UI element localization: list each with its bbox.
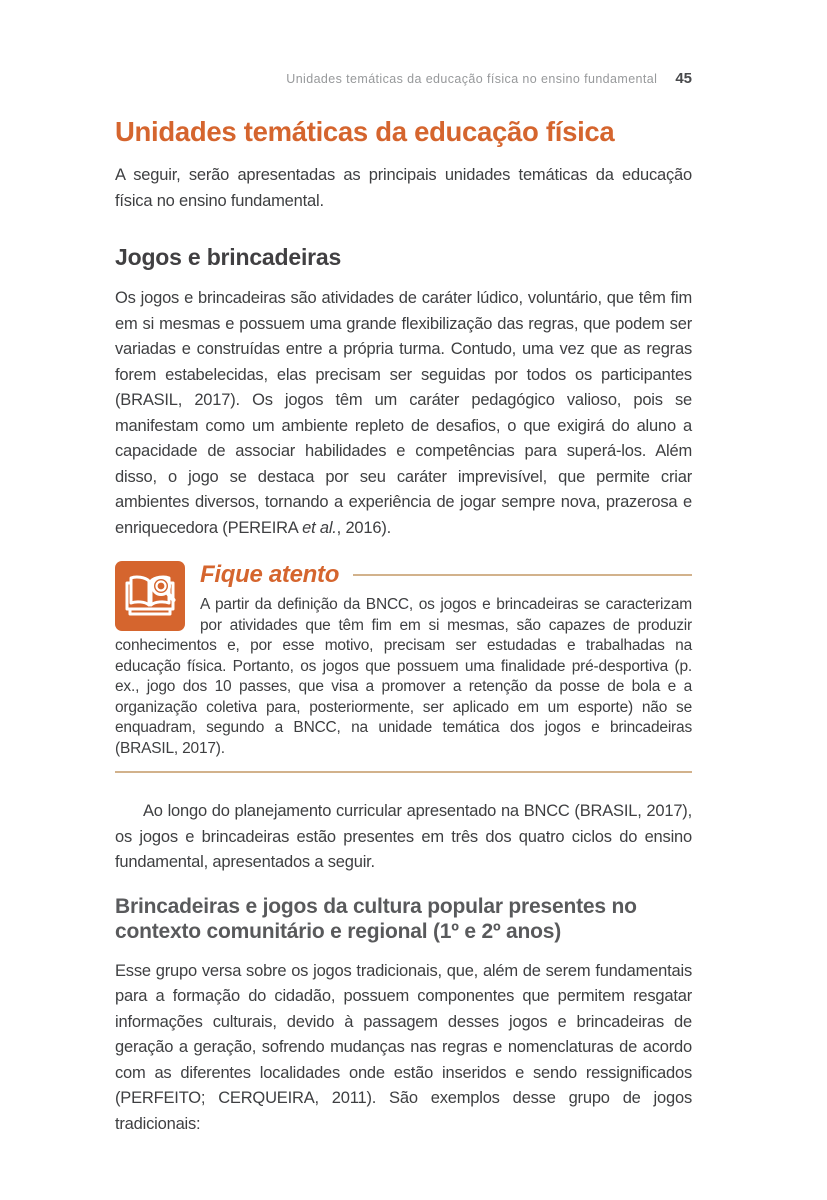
running-head-text: Unidades temáticas da educação física no ensino fundamental xyxy=(286,72,658,86)
callout-body: A partir da definição da BNCC, os jogos e brincadeiras se caracterizam por atividades que têm fim em si mesmas, são capazes de produzir conhecimentos e, por esse motivo, precisam ser estudadas e trabalhadas na educação física. Portanto, os jogos que possuem uma finalidade pré-desportiva (p. ex., jogo dos 10 passes, que visa a promover a retenção da posse de bola e a organização coletiva para, posteriormente, ser aplicado em um esporte) não se enquadram, segundo a BNCC, na unidade temática dos jogos e brincadeiras (BRASIL, 2017). xyxy=(115,596,692,757)
jogos-paragraph xyxy=(115,286,692,541)
page-number: 45 xyxy=(675,70,692,87)
chapter-title: Unidades temáticas da educação física xyxy=(115,116,615,147)
callout-title: Fique atento xyxy=(200,561,340,588)
book-magnifier-icon xyxy=(115,561,185,631)
jogos-paragraph-2: Ao longo do planejamento curricular apresentado na BNCC (BRASIL, 2017), os jogos e brincadeiras estão presentes em três dos quatro ciclos do ensino fundamental, apresentados a seguir. xyxy=(115,802,692,871)
fique-atento-callout xyxy=(115,559,692,773)
jogos-paragraph-text: Os jogos e brincadeiras são atividades de caráter lúdico, voluntário, que têm fim em si mesmas e possuem uma grande flexibilização das regras, que podem ser variadas e construídas entre a própria turma. Contudo, uma vez que as regras forem estabelecidas, elas precisam ser seguidas por todos os participantes (BRASIL, 2017). Os jogos têm um caráter pedagógico valioso, pois se manifestam como um ambiente repleto de desafios, o que exigirá do aluno a capacidade de associar habilidades e competências para superá-los. Além disso, o jogo se destaca por seu caráter imprevisível, que permite criar ambientes diversos, tornando a experiência de jogar sempre nova, prazerosa e enriquecedora (PEREIRA xyxy=(115,289,692,537)
subsection-heading-brincadeiras xyxy=(115,894,692,944)
callout-title-row xyxy=(200,559,692,591)
callout-title-rule xyxy=(353,574,692,576)
callout-bottom-rule xyxy=(115,771,692,773)
brincadeiras-paragraph: Esse grupo versa sobre os jogos tradicionais, que, além de serem fundamentais para a formação do cidadão, possuem componentes que permitem resgatar informações culturais, devido à passagem desses jogos e brincadeiras de geração a geração, sofrendo mudanças nas regras e nomenclaturas de acordo com as diferentes localidades onde estão inseridos e sendo ressignificados (PERFEITO; CERQUEIRA, 2011). São exemplos desse grupo de jogos tradicionais: xyxy=(115,961,692,1133)
page-header xyxy=(115,70,692,87)
subsection-heading-line2: contexto comunitário e regional (1º e 2º anos) xyxy=(115,919,562,943)
subsection-heading-line1: Brincadeiras e jogos da cultura popular presentes no xyxy=(115,894,637,918)
intro-paragraph: A seguir, serão apresentadas as principais unidades temáticas da educação física no ensino fundamental. xyxy=(115,166,692,210)
section-heading-jogos: Jogos e brincadeiras xyxy=(115,244,342,270)
jogos-paragraph-tail: , 2016). xyxy=(336,518,392,537)
jogos-paragraph-etal: et al. xyxy=(302,518,337,537)
